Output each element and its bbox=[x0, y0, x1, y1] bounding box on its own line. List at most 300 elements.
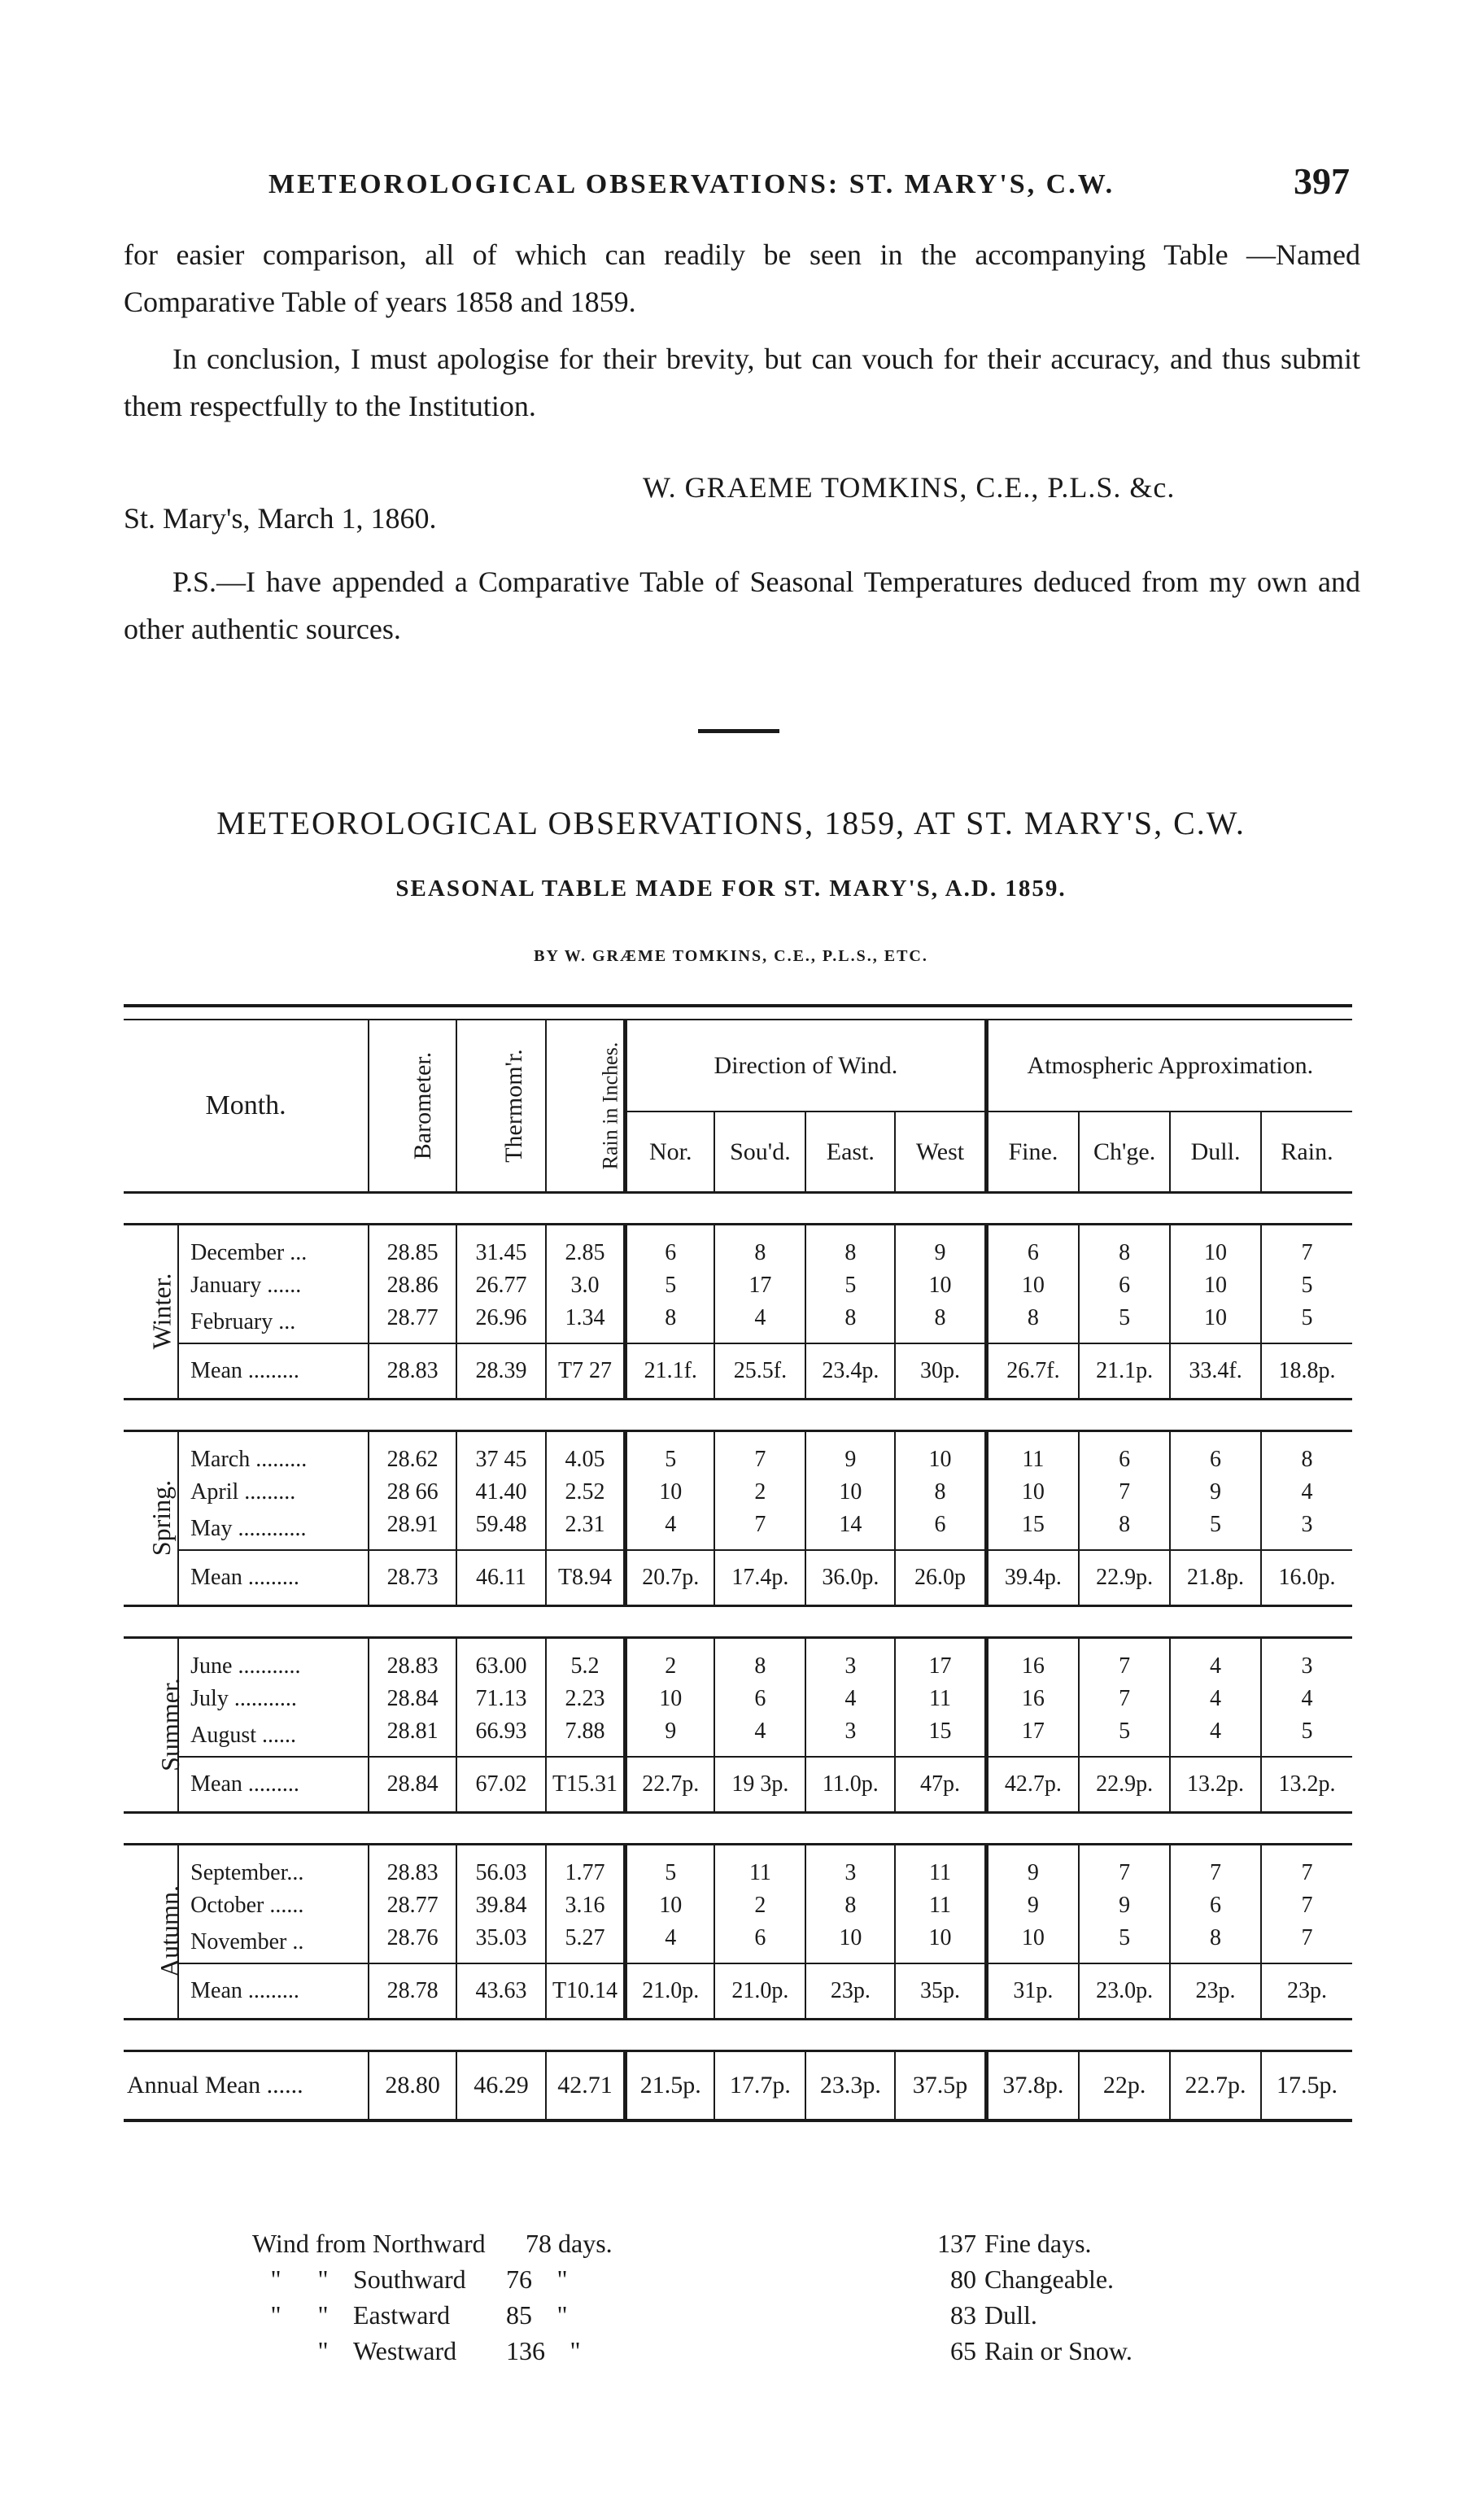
cell-fine: 11 bbox=[986, 1431, 1079, 1477]
cell-dull: 10 bbox=[1170, 1302, 1261, 1343]
cell-baro: 28.76 bbox=[369, 1922, 456, 1963]
cell-west: 17 bbox=[895, 1638, 986, 1684]
ditto-mark: " bbox=[317, 2300, 329, 2330]
header-row-1 bbox=[124, 1020, 1352, 1112]
wind-summary-line bbox=[252, 2261, 613, 2297]
season-label bbox=[124, 1638, 185, 1813]
section-separator bbox=[698, 729, 779, 733]
season-separator bbox=[124, 1400, 1352, 1431]
mean-label: Mean ......... bbox=[178, 1757, 369, 1813]
weather-label: Rain or Snow. bbox=[984, 2336, 1133, 2365]
weather-summary-line bbox=[926, 2297, 1133, 2333]
cell-west: 10 bbox=[895, 1922, 986, 1963]
paragraph-comparison bbox=[124, 231, 1360, 325]
cell-rain: 2.23 bbox=[546, 1683, 626, 1715]
table-bottom-rule bbox=[124, 2120, 1352, 2127]
weather-count: 83 bbox=[950, 2300, 976, 2330]
cell-fine: 9 bbox=[986, 1845, 1079, 1890]
mean-chge: 21.1p. bbox=[1079, 1343, 1170, 1400]
fine-header: Fine. bbox=[986, 1112, 1079, 1192]
season-separator bbox=[124, 1193, 1352, 1225]
cell-baro: 28.86 bbox=[369, 1269, 456, 1302]
mean-therm: 46.11 bbox=[456, 1550, 546, 1606]
table-row bbox=[124, 1269, 1352, 1302]
cell-rainy: 5 bbox=[1261, 1302, 1352, 1343]
date-line: St. Mary's, March 1, 1860. bbox=[124, 502, 437, 535]
table-row bbox=[124, 1509, 1352, 1550]
cell-sou: 2 bbox=[714, 1476, 805, 1509]
cell-rain: 5.2 bbox=[546, 1638, 626, 1684]
cell-sou: 6 bbox=[714, 1922, 805, 1963]
season-label-text: Winter. bbox=[146, 1273, 177, 1350]
mean-row bbox=[124, 1343, 1352, 1400]
cell-therm: 56.03 bbox=[456, 1845, 546, 1890]
weather-summary-line bbox=[926, 2333, 1133, 2369]
cell-nor: 9 bbox=[626, 1715, 715, 1757]
annual-mean-row bbox=[124, 2051, 1352, 2121]
month-name: June ........... bbox=[190, 1653, 301, 1679]
mean-fine: 42.7p. bbox=[986, 1757, 1079, 1813]
cell-chge: 5 bbox=[1079, 1922, 1170, 1963]
wind-summary bbox=[252, 2225, 613, 2369]
weather-summary-line bbox=[926, 2225, 1133, 2261]
cell-fine: 16 bbox=[986, 1683, 1079, 1715]
mean-label: Mean ......... bbox=[178, 1343, 369, 1400]
cell-chge: 7 bbox=[1079, 1683, 1170, 1715]
page-number: 397 bbox=[1294, 160, 1350, 202]
mean-east: 23.4p. bbox=[805, 1343, 895, 1400]
paragraph-comparison-text: for easier comparison, all of which can readily be seen in the accompanying Table —Named Comparative Table of years 1858 and 1859. bbox=[124, 238, 1360, 318]
mean-baro: 28.83 bbox=[369, 1343, 456, 1400]
cell-therm: 71.13 bbox=[456, 1683, 546, 1715]
postscript bbox=[124, 558, 1360, 653]
cell-west: 15 bbox=[895, 1715, 986, 1757]
mean-rainy: 18.8p. bbox=[1261, 1343, 1352, 1400]
cell-fine: 10 bbox=[986, 1922, 1079, 1963]
cell-sou: 11 bbox=[714, 1845, 805, 1890]
author-signature: W. GRAEME TOMKINS, C.E., P.L.S. &c. bbox=[643, 471, 1176, 504]
seasonal-table bbox=[124, 1004, 1352, 2127]
nor-header: Nor. bbox=[626, 1112, 715, 1192]
cell-east: 5 bbox=[805, 1269, 895, 1302]
ditto-mark: " bbox=[317, 2265, 329, 2294]
cell-east: 3 bbox=[805, 1715, 895, 1757]
season-label-text: Summer. bbox=[155, 1678, 185, 1771]
cell-dull: 6 bbox=[1170, 1889, 1261, 1922]
weather-label: Fine days. bbox=[984, 2229, 1092, 2258]
annual-east: 23.3p. bbox=[805, 2051, 895, 2121]
month-name: April ......... bbox=[190, 1479, 296, 1505]
cell-chge: 8 bbox=[1079, 1509, 1170, 1550]
cell-west: 11 bbox=[895, 1889, 986, 1922]
table-row bbox=[124, 1889, 1352, 1922]
ditto-mark: " bbox=[317, 2336, 329, 2365]
mean-chge: 23.0p. bbox=[1079, 1963, 1170, 2020]
annual-rainy: 17.5p. bbox=[1261, 2051, 1352, 2121]
cell-therm: 31.45 bbox=[456, 1225, 546, 1270]
mean-fine: 31p. bbox=[986, 1963, 1079, 2020]
mean-dull: 23p. bbox=[1170, 1963, 1261, 2020]
cell-rain: 2.31 bbox=[546, 1509, 626, 1550]
wind-direction: Eastward bbox=[353, 2300, 451, 2330]
month-name: February ... bbox=[190, 1309, 296, 1334]
cell-east: 8 bbox=[805, 1302, 895, 1343]
mean-sou: 21.0p. bbox=[714, 1963, 805, 2020]
cell-fine: 10 bbox=[986, 1269, 1079, 1302]
cell-east: 3 bbox=[805, 1638, 895, 1684]
mean-baro: 28.73 bbox=[369, 1550, 456, 1606]
cell-sou: 2 bbox=[714, 1889, 805, 1922]
cell-dull: 7 bbox=[1170, 1845, 1261, 1890]
weather-count: 65 bbox=[950, 2336, 976, 2365]
cell-therm: 39.84 bbox=[456, 1889, 546, 1922]
cell-east: 3 bbox=[805, 1845, 895, 1890]
annual-nor: 21.5p. bbox=[626, 2051, 715, 2121]
cell-nor: 10 bbox=[626, 1889, 715, 1922]
cell-baro: 28.85 bbox=[369, 1225, 456, 1270]
mean-sou: 25.5f. bbox=[714, 1343, 805, 1400]
mean-west: 26.0p bbox=[895, 1550, 986, 1606]
cell-nor: 8 bbox=[626, 1302, 715, 1343]
cell-therm: 59.48 bbox=[456, 1509, 546, 1550]
season-label bbox=[124, 1225, 178, 1400]
season-label bbox=[124, 1431, 178, 1606]
running-head: METEOROLOGICAL OBSERVATIONS: ST. MARY'S, C.W. bbox=[268, 169, 1115, 199]
annual-dull: 22.7p. bbox=[1170, 2051, 1261, 2121]
cell-rainy: 3 bbox=[1261, 1509, 1352, 1550]
mean-therm: 67.02 bbox=[456, 1757, 546, 1813]
weather-summary-line bbox=[926, 2261, 1133, 2297]
rain-header-text: Rain in Inches. bbox=[598, 1042, 622, 1170]
month-name: September... bbox=[190, 1860, 304, 1885]
cell-rainy: 8 bbox=[1261, 1431, 1352, 1477]
weather-label: Dull. bbox=[984, 2300, 1037, 2330]
cell-nor: 10 bbox=[626, 1683, 715, 1715]
cell-baro: 28.77 bbox=[369, 1889, 456, 1922]
cell-rainy: 7 bbox=[1261, 1225, 1352, 1270]
cell-fine: 10 bbox=[986, 1476, 1079, 1509]
month-name: January ...... bbox=[190, 1273, 302, 1298]
atmos-group-header: Atmospheric Approximation. bbox=[986, 1020, 1352, 1112]
postscript-text: P.S.—I have appended a Comparative Table of Seasonal Temperatures deduced from my own and other authentic sources. bbox=[124, 566, 1360, 645]
cell-west: 11 bbox=[895, 1845, 986, 1890]
mean-sou: 17.4p. bbox=[714, 1550, 805, 1606]
cell-chge: 9 bbox=[1079, 1889, 1170, 1922]
mean-nor: 21.0p. bbox=[626, 1963, 715, 2020]
cell-east: 9 bbox=[805, 1431, 895, 1477]
cell-dull: 10 bbox=[1170, 1225, 1261, 1270]
cell-west: 9 bbox=[895, 1225, 986, 1270]
rain-days-header: Rain. bbox=[1261, 1112, 1352, 1192]
month-name: May ............ bbox=[190, 1516, 307, 1541]
month-name: August ...... bbox=[190, 1723, 297, 1748]
table-top-rule bbox=[124, 1006, 1352, 1020]
cell-baro: 28.84 bbox=[369, 1683, 456, 1715]
cell-rainy: 5 bbox=[1261, 1269, 1352, 1302]
cell-rainy: 4 bbox=[1261, 1476, 1352, 1509]
mean-therm: 43.63 bbox=[456, 1963, 546, 2020]
cell-nor: 6 bbox=[626, 1225, 715, 1270]
mean-west: 30p. bbox=[895, 1343, 986, 1400]
cell-rainy: 7 bbox=[1261, 1889, 1352, 1922]
month-name: March ......... bbox=[190, 1447, 308, 1472]
mean-rainy: 13.2p. bbox=[1261, 1757, 1352, 1813]
mean-therm: 28.39 bbox=[456, 1343, 546, 1400]
mean-dull: 21.8p. bbox=[1170, 1550, 1261, 1606]
cell-west: 6 bbox=[895, 1509, 986, 1550]
cell-therm: 35.03 bbox=[456, 1922, 546, 1963]
cell-sou: 6 bbox=[714, 1683, 805, 1715]
annual-therm: 46.29 bbox=[456, 2051, 546, 2121]
cell-nor: 2 bbox=[626, 1638, 715, 1684]
barometer-header-text: Barometer. bbox=[409, 1051, 437, 1160]
mean-nor: 21.1f. bbox=[626, 1343, 715, 1400]
thermometer-header-text: Thermom'r. bbox=[500, 1049, 527, 1163]
annual-label: Annual Mean ...... bbox=[127, 2072, 303, 2099]
paragraph-conclusion bbox=[124, 335, 1360, 430]
ditto-mark: " bbox=[570, 2336, 581, 2365]
table-row bbox=[124, 1302, 1352, 1343]
wind-summary-line bbox=[252, 2333, 613, 2369]
ditto-mark: " bbox=[556, 2300, 568, 2330]
cell-sou: 8 bbox=[714, 1638, 805, 1684]
wind-summary-line bbox=[252, 2225, 613, 2261]
cell-dull: 10 bbox=[1170, 1269, 1261, 1302]
cell-sou: 7 bbox=[714, 1509, 805, 1550]
cell-nor: 5 bbox=[626, 1269, 715, 1302]
west-header: West bbox=[895, 1112, 986, 1192]
thermometer-header bbox=[456, 1020, 546, 1193]
wind-group-header: Direction of Wind. bbox=[626, 1020, 987, 1112]
cell-nor: 5 bbox=[626, 1431, 715, 1477]
wind-days: 85 bbox=[506, 2300, 532, 2330]
annual-fine: 37.8p. bbox=[986, 2051, 1079, 2121]
cell-rainy: 7 bbox=[1261, 1845, 1352, 1890]
cell-dull: 4 bbox=[1170, 1683, 1261, 1715]
cell-rainy: 5 bbox=[1261, 1715, 1352, 1757]
wind-direction: Northward bbox=[373, 2229, 486, 2258]
rain-header bbox=[546, 1020, 626, 1193]
cell-chge: 6 bbox=[1079, 1431, 1170, 1477]
table-title: METEOROLOGICAL OBSERVATIONS, 1859, AT ST. MARY'S, C.W. bbox=[216, 805, 1246, 841]
cell-dull: 4 bbox=[1170, 1715, 1261, 1757]
table-row bbox=[124, 1845, 1352, 1890]
mean-chge: 22.9p. bbox=[1079, 1757, 1170, 1813]
cell-baro: 28.91 bbox=[369, 1509, 456, 1550]
barometer-header bbox=[369, 1020, 456, 1193]
annual-baro: 28.80 bbox=[369, 2051, 456, 2121]
cell-baro: 28.83 bbox=[369, 1638, 456, 1684]
mean-rain: T8.94 bbox=[546, 1550, 626, 1606]
wind-days: 78 days. bbox=[526, 2229, 613, 2258]
soud-header: Sou'd. bbox=[714, 1112, 805, 1192]
mean-baro: 28.84 bbox=[369, 1757, 456, 1813]
mean-rainy: 23p. bbox=[1261, 1963, 1352, 2020]
cell-baro: 28.83 bbox=[369, 1845, 456, 1890]
table-row bbox=[124, 1638, 1352, 1684]
cell-baro: 28.62 bbox=[369, 1431, 456, 1477]
cell-nor: 4 bbox=[626, 1509, 715, 1550]
cell-rain: 1.34 bbox=[546, 1302, 626, 1343]
mean-fine: 26.7f. bbox=[986, 1343, 1079, 1400]
cell-dull: 5 bbox=[1170, 1509, 1261, 1550]
wind-direction: Westward bbox=[353, 2336, 457, 2365]
mean-label: Mean ......... bbox=[178, 1963, 369, 2020]
month-name: October ...... bbox=[190, 1893, 304, 1918]
cell-rain: 1.77 bbox=[546, 1845, 626, 1890]
dull-header: Dull. bbox=[1170, 1112, 1261, 1192]
cell-rainy: 4 bbox=[1261, 1683, 1352, 1715]
cell-sou: 7 bbox=[714, 1431, 805, 1477]
cell-east: 10 bbox=[805, 1922, 895, 1963]
cell-rain: 4.05 bbox=[546, 1431, 626, 1477]
wind-summary-line bbox=[252, 2297, 613, 2333]
cell-east: 10 bbox=[805, 1476, 895, 1509]
cell-dull: 4 bbox=[1170, 1638, 1261, 1684]
cell-rain: 7.88 bbox=[546, 1715, 626, 1757]
annual-sou: 17.7p. bbox=[714, 2051, 805, 2121]
mean-baro: 28.78 bbox=[369, 1963, 456, 2020]
cell-therm: 41.40 bbox=[456, 1476, 546, 1509]
cell-rain: 5.27 bbox=[546, 1922, 626, 1963]
wind-direction: Southward bbox=[353, 2265, 466, 2294]
weather-count: 137 bbox=[937, 2229, 976, 2258]
cell-fine: 8 bbox=[986, 1302, 1079, 1343]
table-row bbox=[124, 1715, 1352, 1757]
mean-row bbox=[124, 1963, 1352, 2020]
mean-dull: 33.4f. bbox=[1170, 1343, 1261, 1400]
cell-fine: 6 bbox=[986, 1225, 1079, 1270]
mean-chge: 22.9p. bbox=[1079, 1550, 1170, 1606]
table-row bbox=[124, 1683, 1352, 1715]
mean-east: 36.0p. bbox=[805, 1550, 895, 1606]
table-row bbox=[124, 1476, 1352, 1509]
ditto-mark: " bbox=[270, 2265, 281, 2294]
mean-row bbox=[124, 1757, 1352, 1813]
table-byline: BY W. GRÆME TOMKINS, C.E., P.L.S., ETC. bbox=[534, 947, 928, 965]
wind-days: 76 bbox=[506, 2265, 532, 2294]
ditto-mark: " bbox=[556, 2265, 568, 2294]
wind-prefix: Wind from bbox=[252, 2229, 367, 2258]
cell-nor: 10 bbox=[626, 1476, 715, 1509]
mean-west: 47p. bbox=[895, 1757, 986, 1813]
season-separator bbox=[124, 1606, 1352, 1638]
paragraph-conclusion-text: In conclusion, I must apologise for their brevity, but can vouch for their accuracy, and thus submit them respectfully to the Institution. bbox=[124, 343, 1360, 422]
cell-east: 4 bbox=[805, 1683, 895, 1715]
season-label-text: Autumn. bbox=[154, 1885, 184, 1977]
mean-nor: 22.7p. bbox=[626, 1757, 715, 1813]
cell-west: 10 bbox=[895, 1269, 986, 1302]
cell-fine: 17 bbox=[986, 1715, 1079, 1757]
cell-baro: 28.81 bbox=[369, 1715, 456, 1757]
cell-chge: 6 bbox=[1079, 1269, 1170, 1302]
cell-fine: 16 bbox=[986, 1638, 1079, 1684]
mean-east: 11.0p. bbox=[805, 1757, 895, 1813]
mean-rainy: 16.0p. bbox=[1261, 1550, 1352, 1606]
cell-dull: 9 bbox=[1170, 1476, 1261, 1509]
weather-summary bbox=[926, 2225, 1133, 2369]
cell-sou: 4 bbox=[714, 1715, 805, 1757]
cell-rainy: 7 bbox=[1261, 1922, 1352, 1963]
annual-west: 37.5p bbox=[895, 2051, 986, 2121]
cell-east: 8 bbox=[805, 1889, 895, 1922]
cell-rain: 3.16 bbox=[546, 1889, 626, 1922]
mean-rain: T10.14 bbox=[546, 1963, 626, 2020]
cell-therm: 26.96 bbox=[456, 1302, 546, 1343]
cell-baro: 28.77 bbox=[369, 1302, 456, 1343]
cell-chge: 8 bbox=[1079, 1225, 1170, 1270]
season-label-text: Spring. bbox=[146, 1479, 177, 1557]
weather-label: Changeable. bbox=[984, 2265, 1115, 2294]
cell-west: 8 bbox=[895, 1476, 986, 1509]
cell-fine: 15 bbox=[986, 1509, 1079, 1550]
month-name: November .. bbox=[190, 1929, 304, 1954]
cell-rain: 2.85 bbox=[546, 1225, 626, 1270]
cell-chge: 7 bbox=[1079, 1638, 1170, 1684]
cell-west: 11 bbox=[895, 1683, 986, 1715]
mean-row bbox=[124, 1550, 1352, 1606]
cell-fine: 9 bbox=[986, 1889, 1079, 1922]
table-row bbox=[124, 1922, 1352, 1963]
month-name: December ... bbox=[190, 1240, 308, 1265]
cell-rain: 2.52 bbox=[546, 1476, 626, 1509]
mean-rain: T7 27 bbox=[546, 1343, 626, 1400]
table-subtitle: SEASONAL TABLE MADE FOR ST. MARY'S, A.D. 1859. bbox=[395, 876, 1067, 902]
mean-label: Mean ......... bbox=[178, 1550, 369, 1606]
cell-west: 8 bbox=[895, 1302, 986, 1343]
cell-baro: 28 66 bbox=[369, 1476, 456, 1509]
cell-dull: 6 bbox=[1170, 1431, 1261, 1477]
mean-rain: T15.31 bbox=[546, 1757, 626, 1813]
annual-chge: 22p. bbox=[1079, 2051, 1170, 2121]
cell-chge: 7 bbox=[1079, 1845, 1170, 1890]
mean-fine: 39.4p. bbox=[986, 1550, 1079, 1606]
cell-dull: 8 bbox=[1170, 1922, 1261, 1963]
cell-east: 14 bbox=[805, 1509, 895, 1550]
ditto-mark: " bbox=[270, 2300, 281, 2330]
mean-dull: 13.2p. bbox=[1170, 1757, 1261, 1813]
cell-chge: 7 bbox=[1079, 1476, 1170, 1509]
east-header: East. bbox=[805, 1112, 895, 1192]
month-name: July ........... bbox=[190, 1686, 297, 1711]
cell-chge: 5 bbox=[1079, 1715, 1170, 1757]
cell-sou: 17 bbox=[714, 1269, 805, 1302]
mean-west: 35p. bbox=[895, 1963, 986, 2020]
cell-rain: 3.0 bbox=[546, 1269, 626, 1302]
cell-chge: 5 bbox=[1079, 1302, 1170, 1343]
chge-header: Ch'ge. bbox=[1079, 1112, 1170, 1192]
month-header: Month. bbox=[205, 1090, 286, 1120]
mean-sou: 19 3p. bbox=[714, 1757, 805, 1813]
wind-days: 136 bbox=[506, 2336, 545, 2365]
mean-east: 23p. bbox=[805, 1963, 895, 2020]
cell-therm: 63.00 bbox=[456, 1638, 546, 1684]
cell-nor: 4 bbox=[626, 1922, 715, 1963]
cell-therm: 66.93 bbox=[456, 1715, 546, 1757]
table-row bbox=[124, 1431, 1352, 1477]
season-separator bbox=[124, 1813, 1352, 1845]
season-label bbox=[124, 1845, 184, 2020]
annual-rain: 42.71 bbox=[546, 2051, 626, 2121]
cell-therm: 26.77 bbox=[456, 1269, 546, 1302]
cell-sou: 4 bbox=[714, 1302, 805, 1343]
cell-rainy: 3 bbox=[1261, 1638, 1352, 1684]
table-row bbox=[124, 1225, 1352, 1270]
cell-nor: 5 bbox=[626, 1845, 715, 1890]
cell-therm: 37 45 bbox=[456, 1431, 546, 1477]
cell-sou: 8 bbox=[714, 1225, 805, 1270]
mean-nor: 20.7p. bbox=[626, 1550, 715, 1606]
